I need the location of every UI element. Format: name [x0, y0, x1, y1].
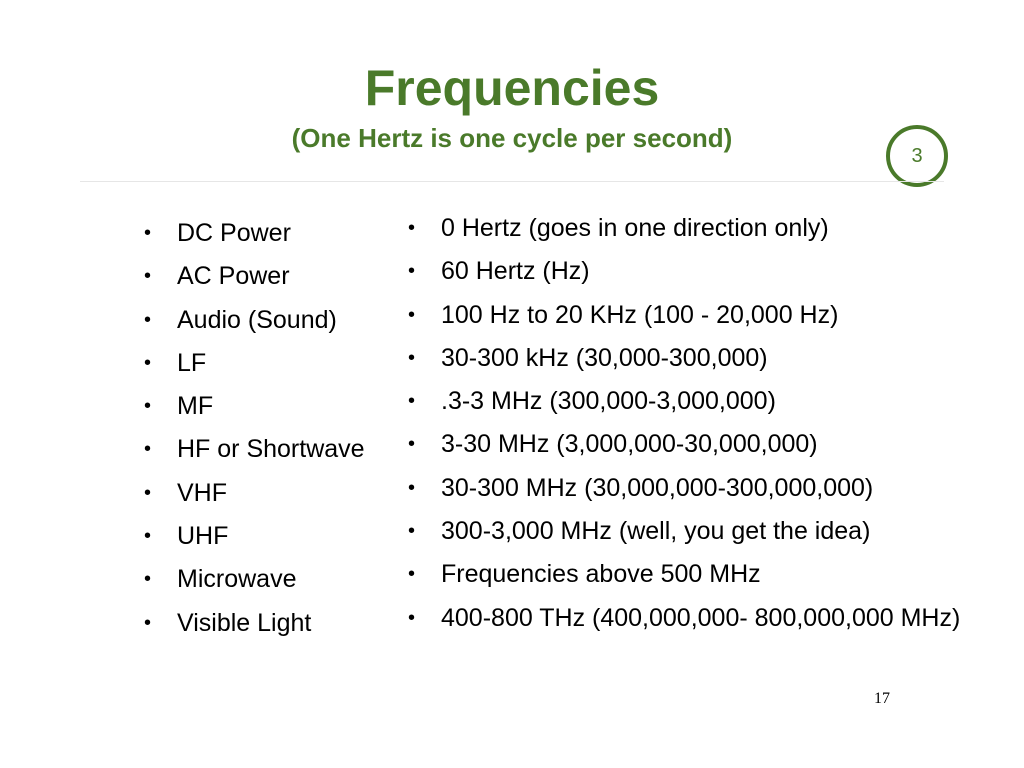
frequency-range-text: 30-300 MHz (30,000,000-300,000,000) — [441, 473, 874, 502]
frequency-range-text: 400-800 THz (400,000,000- 800,000,000 MHz) — [441, 603, 961, 632]
bullet-icon: • — [408, 606, 416, 629]
frequency-range-text: 60 Hertz (Hz) — [441, 257, 590, 286]
band-name-item — [144, 305, 397, 348]
bullet-icon: • — [144, 395, 152, 418]
band-name-item — [144, 521, 397, 564]
bullet-icon: • — [144, 265, 152, 288]
frequency-range-item — [408, 300, 971, 330]
band-name-item — [144, 218, 397, 261]
bullet-icon: • — [144, 308, 152, 331]
bullet-icon: • — [144, 568, 152, 591]
frequency-range-text: 100 Hz to 20 KHz (100 - 20,000 Hz) — [441, 300, 839, 329]
frequency-range-item — [408, 429, 971, 459]
frequency-range-text: 300-3,000 MHz (well, you get the idea) — [441, 517, 871, 546]
frequency-range-item — [408, 386, 971, 416]
bullet-icon: • — [144, 481, 152, 504]
band-name-text: UHF — [177, 522, 229, 551]
bullet-icon: • — [408, 346, 416, 369]
frequency-range-item — [408, 559, 971, 589]
band-name-text: Microwave — [177, 565, 297, 594]
frequency-range-list — [408, 213, 971, 646]
band-name-text: AC Power — [177, 262, 290, 291]
band-name-text: Visible Light — [177, 608, 312, 637]
slide-subtitle: (One Hertz is one cycle per second) — [291, 123, 733, 153]
bullet-icon: • — [144, 611, 152, 634]
band-name-text: HF or Shortwave — [177, 435, 365, 464]
band-name-text: Audio (Sound) — [177, 305, 337, 334]
frequency-range-item — [408, 603, 971, 633]
page-number: 17 — [874, 690, 890, 707]
frequency-range-item — [408, 516, 971, 546]
band-name-item — [144, 564, 397, 607]
bullet-icon: • — [408, 476, 416, 499]
bullet-icon: • — [408, 563, 416, 586]
bullet-icon: • — [144, 438, 152, 461]
band-name-text: VHF — [177, 478, 227, 507]
frequency-range-text: .3-3 MHz (300,000-3,000,000) — [441, 387, 776, 416]
frequency-range-text: Frequencies above 500 MHz — [441, 560, 761, 589]
band-name-item — [144, 391, 397, 434]
frequency-range-item — [408, 473, 971, 503]
bullet-icon: • — [408, 390, 416, 413]
bullet-icon: • — [408, 520, 416, 543]
band-name-item — [144, 261, 397, 304]
bullet-icon: • — [408, 217, 416, 239]
slide-number-badge-label: 3 — [911, 144, 923, 167]
band-name-list — [144, 218, 397, 651]
bullet-icon: • — [408, 303, 416, 326]
frequency-range-item — [408, 213, 971, 243]
band-name-item — [144, 608, 397, 651]
bullet-icon: • — [144, 222, 152, 244]
band-name-item — [144, 478, 397, 521]
title-divider — [80, 181, 944, 182]
bullet-icon: • — [144, 351, 152, 374]
band-name-text: DC Power — [177, 219, 291, 247]
frequency-range-item — [408, 256, 971, 286]
band-name-text: MF — [177, 392, 214, 421]
bullet-icon: • — [408, 260, 416, 283]
band-name-item — [144, 434, 397, 477]
bullet-icon: • — [144, 525, 152, 548]
frequency-range-item — [408, 343, 971, 373]
band-name-text: LF — [177, 348, 207, 377]
slide-title: Frequencies — [364, 60, 660, 116]
band-name-item — [144, 348, 397, 391]
frequency-range-text: 3-30 MHz (3,000,000-30,000,000) — [441, 430, 818, 459]
frequency-range-text: 30-300 kHz (30,000-300,000) — [441, 343, 768, 372]
frequency-range-text: 0 Hertz (goes in one direction only) — [441, 214, 829, 242]
slide-number-badge — [886, 125, 948, 187]
bullet-icon: • — [408, 433, 416, 456]
